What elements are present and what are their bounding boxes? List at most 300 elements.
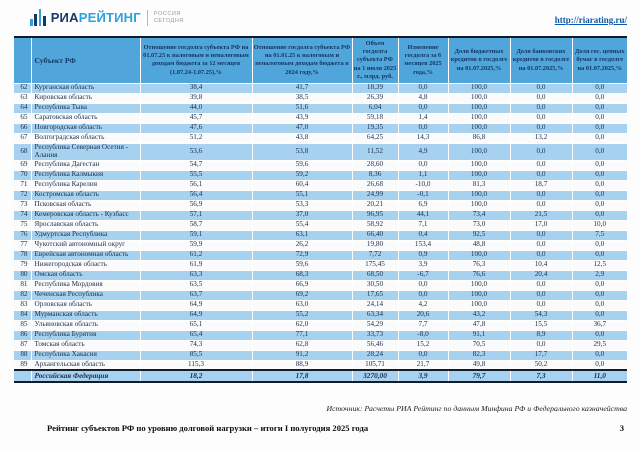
value-cell: 7,3 [510,370,572,382]
value-cell: 66,9 [252,280,352,290]
regions-table [14,36,627,383]
value-cell: 57,1 [140,210,252,220]
value-cell: 55,2 [252,310,352,320]
rank-cell: 84 [14,310,31,320]
value-cell: 96,95 [352,210,398,220]
value-cell: 0,0 [398,280,448,290]
table-row [14,250,627,260]
rank-cell: 71 [14,180,31,190]
value-cell: 8,36 [352,170,398,180]
value-cell: 70,5 [448,340,510,350]
region-name-cell: Республика Калмыкия [31,170,140,180]
value-cell: 63,0 [252,300,352,310]
value-cell: 0,0 [510,103,572,113]
value-cell: 44,0 [140,103,252,113]
value-cell: 59,1 [140,230,252,240]
value-cell: 100,0 [448,200,510,210]
value-cell: 10,0 [572,220,627,230]
region-name-cell: Республика Северная Осетия - Алания [31,143,140,160]
region-name-cell: Томская область [31,340,140,350]
value-cell: 0,0 [572,200,627,210]
region-name-cell: Псковская область [31,200,140,210]
value-cell: 0,0 [572,240,627,250]
rank-cell: 65 [14,113,31,123]
value-cell: 56,4 [140,190,252,200]
value-cell: 28,24 [352,350,398,360]
value-cell: 100,0 [448,83,510,93]
value-cell: 68,3 [252,270,352,280]
table-row [14,240,627,250]
value-cell: 82,3 [448,350,510,360]
rank-cell: 68 [14,143,31,160]
rank-cell: 87 [14,340,31,350]
value-cell: 1,4 [398,113,448,123]
value-cell: 12,5 [572,260,627,270]
rank-cell: 86 [14,330,31,340]
value-cell: 0,0 [510,123,572,133]
value-cell: 1,1 [398,170,448,180]
table-row [14,230,627,240]
value-cell: 74,3 [140,340,252,350]
value-cell: 100,0 [448,103,510,113]
value-cell: 54,3 [510,310,572,320]
region-name-cell: Архангельская область [31,360,140,370]
value-cell: 7,5 [572,230,627,240]
rank-cell: 81 [14,280,31,290]
value-cell: 6,04 [352,103,398,113]
value-cell: 0,0 [510,160,572,170]
value-cell: 0,0 [398,103,448,113]
rank-cell: 62 [14,83,31,93]
header-row [14,37,627,83]
rank-cell: 89 [14,360,31,370]
rank-cell: 72 [14,190,31,200]
rank-cell: 74 [14,210,31,220]
value-cell: 62,8 [252,340,352,350]
table-row [14,200,627,210]
value-cell: 0,0 [572,133,627,143]
value-cell: 0,0 [510,230,572,240]
value-cell: 47,0 [252,123,352,133]
table-row [14,133,627,143]
ria-rating-logo [30,9,184,26]
table-row [14,190,627,200]
value-cell: 64,9 [140,310,252,320]
value-cell: 0,0 [572,360,627,370]
value-cell: 26,39 [352,93,398,103]
value-cell: 66,40 [352,230,398,240]
value-cell: 37,0 [252,210,352,220]
value-cell: 0,0 [572,143,627,160]
rank-cell: 69 [14,160,31,170]
rank-cell: 63 [14,93,31,103]
value-cell: 105,71 [352,360,398,370]
value-cell: 2,9 [572,270,627,280]
value-cell: 55,5 [140,170,252,180]
value-cell: 0,0 [572,190,627,200]
region-name-cell: Ульяновская область [31,320,140,330]
region-name-cell: Волгоградская область [31,133,140,143]
value-cell: 59,6 [252,260,352,270]
region-name-cell: Республика Карелия [31,180,140,190]
value-cell: -10,0 [398,180,448,190]
value-cell: 0,0 [510,190,572,200]
value-cell: -6,7 [398,270,448,280]
region-name-cell: Новгородская область [31,123,140,133]
value-cell: 36,7 [572,320,627,330]
value-cell: 0,0 [398,123,448,133]
value-cell: 26,68 [352,180,398,190]
value-cell: 15,2 [398,340,448,350]
value-cell: 91,1 [448,330,510,340]
site-link[interactable]: http://riarating.ru/ [554,15,627,25]
table-row [14,180,627,190]
value-cell: 24,99 [352,190,398,200]
value-cell: 58,7 [140,220,252,230]
rank-cell [14,370,31,382]
table-row [14,320,627,330]
region-name-cell: Нижегородская область [31,260,140,270]
table-row [14,350,627,360]
region-name-cell: Республика Дагестан [31,160,140,170]
logo-rating-text: РЕЙТИНГ [78,10,141,25]
value-cell: 47,6 [140,123,252,133]
value-cell: 4,9 [398,143,448,160]
value-cell: 63,1 [252,230,352,240]
rank-cell: 64 [14,103,31,113]
column-header-bank-credits: Доля банковских кредитов в госдолге на 01.07.2025,% [510,37,572,83]
value-cell: 63,5 [140,280,252,290]
value-cell: 14,3 [398,133,448,143]
value-cell: 54,7 [140,160,252,170]
value-cell: 72,9 [252,250,352,260]
region-name-cell: Российская Федерация [31,370,140,382]
value-cell: 92,5 [448,230,510,240]
value-cell: 19,35 [352,123,398,133]
region-name-cell: Республика Мордовия [31,280,140,290]
value-cell: 73,4 [448,210,510,220]
value-cell: 0,0 [572,170,627,180]
table-row [14,280,627,290]
value-cell: 51,2 [140,133,252,143]
value-cell: 47,8 [448,320,510,330]
logo-tagline-line2: СЕГОДНЯ [153,17,184,24]
value-cell: 86,8 [448,133,510,143]
value-cell: 33,73 [352,330,398,340]
value-cell: 18,7 [510,180,572,190]
value-cell: 0,0 [510,170,572,180]
rank-cell: 80 [14,270,31,280]
value-cell: 13,2 [510,133,572,143]
value-cell: 43,2 [448,310,510,320]
value-cell: 0,0 [572,350,627,360]
value-cell: 100,0 [448,290,510,300]
rank-cell: 73 [14,200,31,210]
value-cell: 26,2 [252,240,352,250]
column-header-securities: Доля гос. ценных бумаг в госдолге на 01.07.2025,% [572,37,627,83]
value-cell: 0,0 [398,290,448,300]
value-cell: 91,2 [252,350,352,360]
rank-cell: 88 [14,350,31,360]
region-name-cell: Чукотский автономный округ [31,240,140,250]
table-row [14,300,627,310]
rank-cell: 75 [14,220,31,230]
table-row [14,340,627,350]
value-cell: 0,0 [572,103,627,113]
column-header-subject: Субъект РФ [31,37,140,83]
value-cell: 0,0 [510,300,572,310]
value-cell: 21,5 [510,210,572,220]
value-cell: 48,8 [448,240,510,250]
value-cell: 64,25 [352,133,398,143]
region-name-cell: Еврейская автономная область [31,250,140,260]
value-cell: 100,0 [448,93,510,103]
table-row [14,170,627,180]
value-cell: 0,0 [510,83,572,93]
logo-divider [147,10,148,26]
value-cell: 81,3 [448,180,510,190]
value-cell: 100,0 [448,280,510,290]
value-cell: 54,29 [352,320,398,330]
value-cell: 17,7 [510,350,572,360]
value-cell: 0,0 [572,310,627,320]
value-cell: 0,0 [510,240,572,250]
value-cell: 15,5 [510,320,572,330]
page-number: 3 [619,423,624,433]
column-header-budget-credits: Доля бюджетных кредитов в госдолге на 01.07.2025,% [448,37,510,83]
value-cell: 61,2 [140,250,252,260]
value-cell: 38,5 [252,93,352,103]
value-cell: 68,50 [352,270,398,280]
value-cell: 28,60 [352,160,398,170]
region-name-cell: Омская область [31,270,140,280]
value-cell: 61,9 [140,260,252,270]
value-cell: 100,0 [448,143,510,160]
value-cell: 0,0 [572,180,627,190]
table-body [14,83,627,382]
value-cell: 0,0 [572,280,627,290]
region-name-cell: Мурманская область [31,310,140,320]
value-cell: 58,92 [352,220,398,230]
value-cell: 3270,00 [352,370,398,382]
value-cell: 62,0 [252,320,352,330]
logo-wordmark [51,10,141,25]
value-cell: 20,6 [398,310,448,320]
value-cell: 0,0 [572,93,627,103]
value-cell: 0,0 [572,113,627,123]
value-cell: 30,50 [352,280,398,290]
value-cell: 3,9 [398,260,448,270]
value-cell: 0,0 [510,340,572,350]
table-row [14,330,627,340]
value-cell: 20,21 [352,200,398,210]
value-cell: 39,8 [140,93,252,103]
value-cell: 0,4 [398,230,448,240]
table-row [14,270,627,280]
value-cell: 0,0 [398,350,448,360]
value-cell: 51,6 [252,103,352,113]
value-cell: 59,6 [252,160,352,170]
value-cell: 60,4 [252,180,352,190]
value-cell: 65,4 [140,330,252,340]
value-cell: 11,52 [352,143,398,160]
value-cell: 0,0 [510,93,572,103]
rank-cell: 85 [14,320,31,330]
value-cell: 29,5 [572,340,627,350]
value-cell: 19,80 [352,240,398,250]
rank-cell: 70 [14,170,31,180]
value-cell: 76,6 [448,270,510,280]
value-cell: 0,0 [572,160,627,170]
column-header-debt-ratio-0101: Отношение госдолга субъекта РФ на 01.01.25 к налоговым и неналоговым доходам бюджета в 2024 году,% [252,37,352,83]
value-cell: 45,7 [140,113,252,123]
value-cell: 0,0 [510,200,572,210]
region-name-cell: Удмуртская Республика [31,230,140,240]
value-cell: 0,9 [398,250,448,260]
value-cell: 56,1 [140,180,252,190]
table-row [14,160,627,170]
value-cell: 18,2 [140,370,252,382]
value-cell: 8,9 [510,330,572,340]
value-cell: 11,0 [572,370,627,382]
total-row-russian-federation [14,370,627,382]
region-name-cell: Республика Хакасия [31,350,140,360]
table-row [14,210,627,220]
value-cell: 43,9 [252,113,352,123]
value-cell: 41,7 [252,83,352,93]
value-cell: 0,0 [398,83,448,93]
value-cell: 115,3 [140,360,252,370]
value-cell: 100,0 [448,113,510,123]
rank-cell: 78 [14,250,31,260]
table-row [14,103,627,113]
value-cell: 100,0 [448,190,510,200]
value-cell: 79,7 [448,370,510,382]
column-header-debt-change: Изменение госдолга за 6 месяцев 2025 года,% [398,37,448,83]
value-cell: 10,4 [510,260,572,270]
region-name-cell: Кировская область [31,93,140,103]
value-cell: 73,0 [448,220,510,230]
rank-cell: 77 [14,240,31,250]
value-cell: 4,8 [398,93,448,103]
value-cell: 6,9 [398,200,448,210]
value-cell: 7,7 [398,320,448,330]
rank-cell: 66 [14,123,31,133]
value-cell: 50,2 [510,360,572,370]
region-name-cell: Кемеровская область - Кузбасс [31,210,140,220]
table-row [14,220,627,230]
value-cell: 17,0 [510,220,572,230]
value-cell: 77,1 [252,330,352,340]
value-cell: 100,0 [448,123,510,133]
table-row [14,290,627,300]
rank-cell: 67 [14,133,31,143]
region-name-cell: Курганская область [31,83,140,93]
document-footer-title: Рейтинг субъектов РФ по уровню долговой нагрузки – итоги I полугодия 2025 года [47,423,369,433]
value-cell: 63,34 [352,310,398,320]
value-cell: 65,1 [140,320,252,330]
region-name-cell: Саратовская область [31,113,140,123]
value-cell: 17,65 [352,290,398,300]
table-row [14,123,627,133]
value-cell: 0,0 [572,83,627,93]
value-cell: 20,4 [510,270,572,280]
value-cell: 100,0 [448,170,510,180]
value-cell: 56,46 [352,340,398,350]
region-name-cell: Орловская область [31,300,140,310]
table-row [14,113,627,123]
value-cell: 49,8 [448,360,510,370]
value-cell: 175,45 [352,260,398,270]
equalizer-bars-icon [30,9,46,26]
value-cell: -0,1 [398,190,448,200]
value-cell: 56,9 [140,200,252,210]
value-cell: 153,4 [398,240,448,250]
value-cell: 63,3 [140,270,252,280]
logo-tagline-line1: РОССИЯ [153,10,181,17]
value-cell: 63,7 [140,290,252,300]
value-cell: 55,4 [252,220,352,230]
value-cell: 53,3 [252,200,352,210]
value-cell: 18,39 [352,83,398,93]
value-cell: 0,0 [572,123,627,133]
rank-cell: 82 [14,290,31,300]
value-cell: 3,9 [398,370,448,382]
value-cell: 7,72 [352,250,398,260]
value-cell: 38,4 [140,83,252,93]
value-cell: 43,8 [252,133,352,143]
value-cell: 53,6 [140,143,252,160]
value-cell: 59,18 [352,113,398,123]
value-cell: 0,0 [398,160,448,170]
region-name-cell: Костромская область [31,190,140,200]
value-cell: 17,8 [252,370,352,382]
value-cell: 88,9 [252,360,352,370]
value-cell: 44,1 [398,210,448,220]
value-cell: 64,9 [140,300,252,310]
table-row [14,143,627,160]
value-cell: 0,0 [572,330,627,340]
value-cell: 85,5 [140,350,252,360]
region-name-cell: Ярославская область [31,220,140,230]
rank-cell: 79 [14,260,31,270]
value-cell: 0,0 [510,143,572,160]
value-cell: 0,0 [510,113,572,123]
value-cell: 7,1 [398,220,448,230]
rank-column-header [14,37,31,83]
value-cell: 59,2 [252,170,352,180]
value-cell: 100,0 [448,250,510,260]
value-cell: 21,7 [398,360,448,370]
column-header-debt-volume: Объем госдолга субъекта РФ на 1 июля 2025 г., млрд. руб. [352,37,398,83]
value-cell: 0,0 [510,290,572,300]
column-header-debt-ratio-0107: Отношение госдолга субъекта РФ на 01.07.25 к налоговым и неналоговым доходам бюджета за 12 месяцев (1.07.24-1.07.25),% [140,37,252,83]
value-cell: 0,0 [510,280,572,290]
table-row [14,310,627,320]
logo-tagline [154,11,184,25]
value-cell: 100,0 [448,160,510,170]
region-name-cell: Республика Бурятия [31,330,140,340]
value-cell: -8,0 [398,330,448,340]
region-name-cell: Чеченская Республика [31,290,140,300]
value-cell: 0,0 [572,290,627,300]
logo-ria-text: РИА [50,10,79,25]
value-cell: 0,0 [572,300,627,310]
value-cell: 53,8 [252,143,352,160]
rank-cell: 83 [14,300,31,310]
value-cell: 59,9 [140,240,252,250]
table-row [14,260,627,270]
